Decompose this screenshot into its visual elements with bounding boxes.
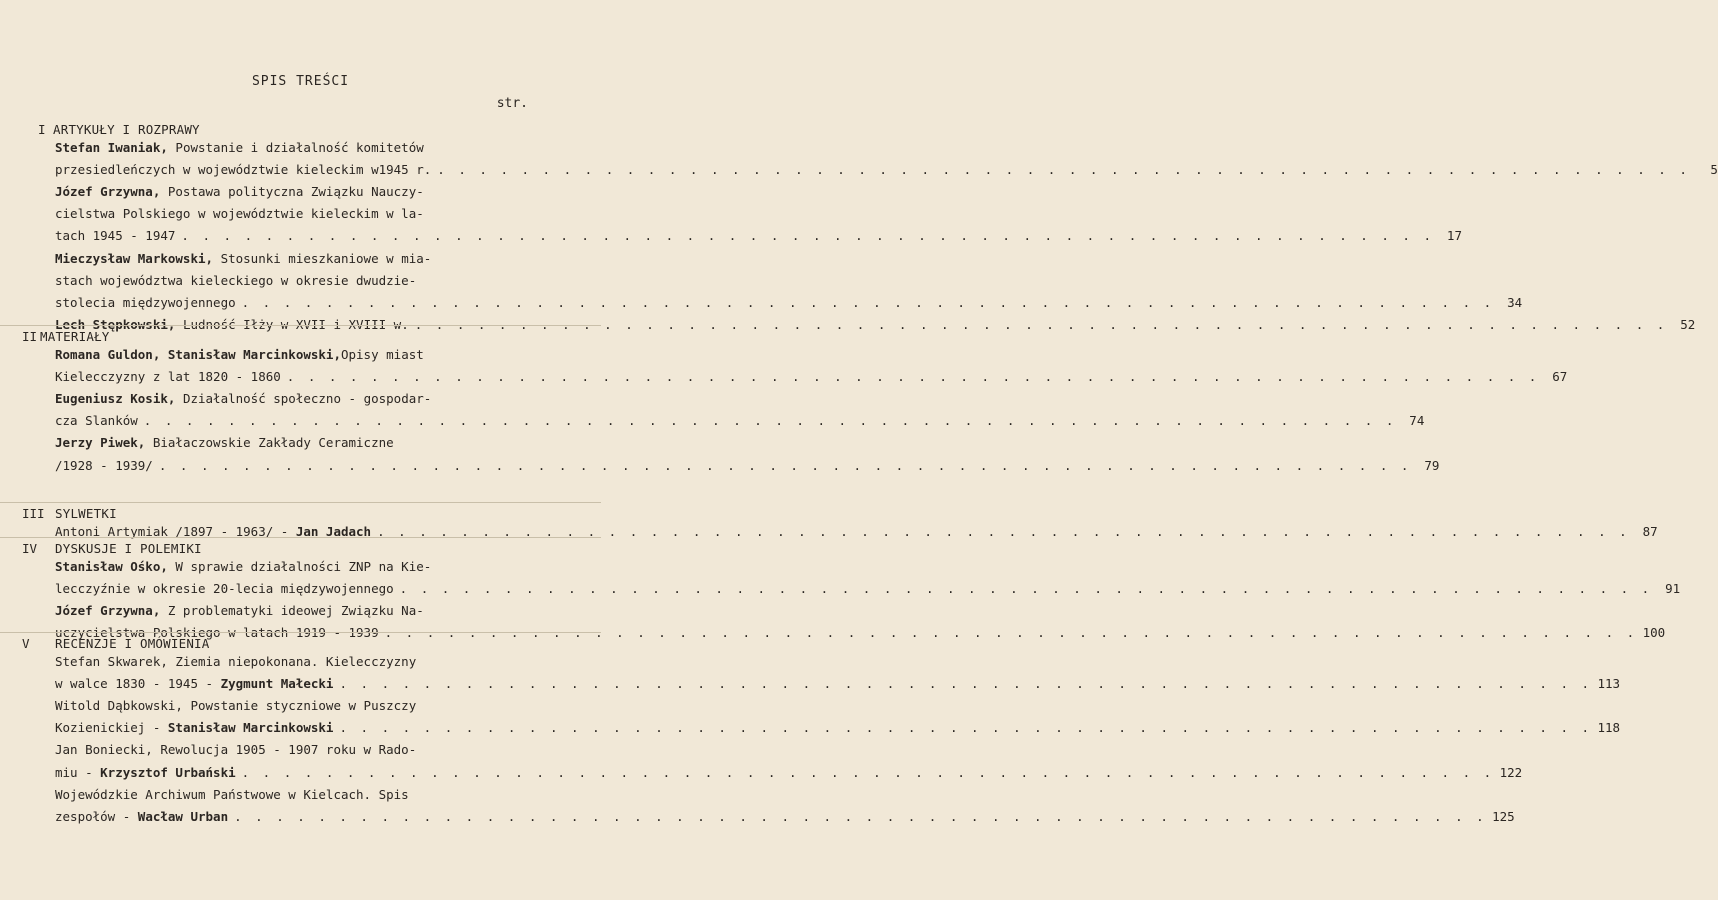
- toc-entry-line: [55, 391, 530, 411]
- toc-entry-line[interactable]: [55, 294, 1523, 315]
- toc-entry-line[interactable]: [55, 808, 1515, 829]
- toc-entry-line[interactable]: [55, 720, 1621, 740]
- section-heading: SYLWETKI: [55, 506, 117, 521]
- entry-title: zespołów -: [55, 808, 138, 824]
- entry-title: stolecia międzywojennego: [55, 294, 236, 310]
- toc-entry-line[interactable]: [55, 413, 1425, 433]
- entry-title: Działalność społeczno - gospodar-: [175, 391, 432, 407]
- entry-title: cielstwa Polskiego w województwie kieleckim w la-: [55, 206, 424, 222]
- entry-text: [55, 347, 424, 362]
- toc-entry-line[interactable]: [55, 162, 1718, 182]
- leader-dots: . . . . . . . . . . . . . . . . . . . . . . . . . . . . . . . . . . . . . . . . . . . . . . . . . . . . . . . . . . . .: [143, 413, 1397, 429]
- page-number: 87: [1642, 524, 1658, 539]
- entry-author: Józef Grzywna,: [55, 603, 161, 619]
- entry-reviewer: Jan Jadach: [295, 524, 372, 539]
- entry-text: [55, 458, 153, 473]
- entry-title: Jan Boniecki, Rewolucja 1905 - 1907 roku w Rado-: [55, 742, 417, 758]
- entry-text: [55, 369, 281, 384]
- entry-title: /1928 - 1939/: [55, 457, 153, 473]
- toc-entry-line: [55, 654, 530, 674]
- entry-title: Z problematyki ideowej Związku Na-: [160, 603, 424, 619]
- leader-dots: . . . . . . . . . . . . . . . . . . . . . . . . . . . . . . . . . . . . . . . . . . . . . . . . . . . . . . . . . . . .: [286, 369, 1540, 385]
- toc-entry-line: [55, 698, 530, 718]
- entry-text: [55, 742, 416, 757]
- toc-entry-line: [55, 251, 530, 271]
- entry-text: [55, 140, 424, 155]
- section-number: III: [22, 506, 45, 521]
- toc-entry-line[interactable]: [55, 676, 1621, 696]
- page-number: 67: [1552, 369, 1568, 385]
- page-number: 5: [1710, 162, 1718, 178]
- entry-author: Mieczysław Markowski,: [55, 250, 214, 266]
- leader-dots: . . . . . . . . . . . . . . . . . . . . . . . . . . . . . . . . . . . . . . . . . . . . . . . . . . . . . . . . . . . .: [377, 524, 1630, 539]
- entry-title: Wojewódzkie Archiwum Państwowe w Kielcach. Spis: [55, 786, 409, 802]
- entry-text: [55, 559, 431, 574]
- toc-entry-line: [55, 347, 530, 367]
- entry-title: Opisy miast: [340, 347, 424, 362]
- entry-author: Lech Stępkowski,: [55, 316, 176, 332]
- page-number: 17: [1446, 228, 1462, 244]
- page-column-label: str.: [496, 96, 528, 111]
- section-number: I: [38, 122, 46, 137]
- entry-text: [55, 765, 236, 780]
- page-number: 125: [1492, 808, 1515, 824]
- entry-text: [55, 391, 431, 406]
- entry-author: Stefan Iwaniak,: [55, 140, 168, 155]
- section-heading: RECENZJE I OMÓWIENIA: [55, 636, 210, 651]
- leader-dots: . . . . . . . . . . . . . . . . . . . . . . . . . . . . . . . . . . . . . . . . . . . . . . . . . . . . . . . . . . . .: [339, 676, 1593, 692]
- toc-entry-line: [55, 742, 530, 762]
- entry-text: [55, 162, 431, 177]
- section-number: IV: [22, 541, 38, 556]
- section-divider: [0, 537, 601, 538]
- page-number: 91: [1665, 581, 1681, 597]
- entry-text: [55, 787, 409, 802]
- page-number: 122: [1499, 764, 1523, 780]
- entry-text: [55, 581, 394, 596]
- entry-title: W sprawie działalności ZNP na Kie-: [167, 559, 432, 574]
- toc-entry-line[interactable]: [55, 228, 1462, 248]
- toc-entry-line: [55, 184, 530, 204]
- toc-entry-line[interactable]: [55, 316, 1696, 337]
- page-title: SPIS TREŚCI: [251, 74, 350, 89]
- leader-dots: . . . . . . . . . . . . . . . . . . . . . . . . . . . . . . . . . . . . . . . . . . . . . . . . . . . . . . . . . . . .: [234, 808, 1487, 824]
- entry-title: uczycielstwa Polskiego w latach 1919 - 1939: [55, 625, 379, 641]
- section-divider: [0, 502, 601, 503]
- entry-text: [55, 228, 175, 243]
- entry-text: [55, 698, 416, 713]
- page-number: 52: [1680, 316, 1696, 332]
- entry-title: Stefan Skwarek, Ziemia niepokonana. Kielecczyzny: [55, 654, 417, 669]
- entry-text: [55, 295, 236, 310]
- page-number: 34: [1507, 294, 1523, 310]
- page-number: 79: [1424, 457, 1440, 473]
- entry-text: [55, 654, 416, 669]
- section-number: V: [22, 636, 30, 651]
- entry-title: Witold Dąbkowski, Powstanie styczniowe w Puszczy: [55, 698, 417, 714]
- page-number: 118: [1597, 720, 1621, 736]
- toc-entry-line: [55, 273, 530, 293]
- leader-dots: . . . . . . . . . . . . . . . . . . . . . . . . . . . . . . . . . . . . . . . . . . . . . . . . . . . . . . . . . . . .: [241, 294, 1495, 310]
- toc-entry-line: [55, 206, 530, 226]
- entry-reviewer: Krzysztof Urbański: [100, 764, 236, 780]
- entry-title: Kozienickiej -: [55, 720, 168, 736]
- toc-entry-line: [55, 140, 530, 160]
- leader-dots: . . . . . . . . . . . . . . . . . . . . . . . . . . . . . . . . . . . . . . . . . . . . . . . . . . . . . . . . . . . .: [339, 720, 1593, 736]
- toc-entry-line[interactable]: [55, 369, 1568, 389]
- page-number: 113: [1597, 676, 1621, 692]
- entry-text: [55, 251, 431, 266]
- entry-title: Stosunki mieszkaniowe w mia-: [213, 250, 432, 266]
- section-heading: DYSKUSJE I POLEMIKI: [55, 541, 202, 556]
- toc-entry-line[interactable]: [55, 764, 1523, 785]
- toc-entry-line: [55, 559, 530, 579]
- entry-title: tach 1945 - 1947: [55, 228, 176, 244]
- entry-text: [55, 720, 333, 735]
- entry-author: Romana Guldon, Stanisław Marcinkowski,: [55, 347, 341, 362]
- entry-text: [55, 603, 424, 618]
- entry-text: [55, 273, 416, 288]
- entry-author: Józef Grzywna,: [55, 184, 161, 200]
- entry-title: Białaczowskie Zakłady Ceramiczne: [145, 435, 394, 451]
- entry-text: [55, 184, 424, 199]
- leader-dots: . . . . . . . . . . . . . . . . . . . . . . . . . . . . . . . . . . . . . . . . . . . . . . . . . . . . . . . . . . . .: [399, 581, 1653, 597]
- entry-title: przesiedleńczych w województwie kieleckim w1945 r.: [55, 162, 432, 178]
- entry-author: Stanisław Ośko,: [55, 559, 168, 574]
- entry-title: Ludność Iłży w XVII i XVIII w.: [175, 316, 409, 332]
- section-heading: MATERIAŁY: [40, 329, 110, 344]
- entry-text: [55, 676, 333, 691]
- entry-reviewer: Stanisław Marcinkowski: [167, 720, 334, 736]
- entry-text: [55, 435, 394, 450]
- toc-entry-line[interactable]: [55, 581, 1681, 601]
- page-number: 100: [1642, 625, 1666, 641]
- entry-author: Eugeniusz Kosik,: [55, 391, 176, 407]
- entry-title: Powstanie i działalność komitetów: [167, 140, 424, 155]
- entry-title: Kielecczyzny z lat 1820 - 1860: [55, 369, 281, 385]
- entry-text: [55, 809, 228, 824]
- entry-title: lecczyźnie w okresie 20-lecia międzywojennego: [55, 581, 394, 597]
- leader-dots: . . . . . . . . . . . . . . . . . . . . . . . . . . . . . . . . . . . . . . . . . . . . . . . . . . . . . . . . . . . .: [158, 457, 1412, 473]
- toc-entry-line: [55, 603, 530, 623]
- entry-text: [55, 206, 424, 221]
- entry-author: Jerzy Piwek,: [55, 435, 146, 451]
- section-divider: [0, 325, 601, 326]
- entry-text: [55, 413, 138, 428]
- section-number: II: [22, 329, 38, 344]
- entry-reviewer: Zygmunt Małecki: [220, 676, 334, 692]
- section-divider: [0, 632, 601, 633]
- leader-dots: . . . . . . . . . . . . . . . . . . . . . . . . . . . . . . . . . . . . . . . . . . . . . . . . . . . . . . . . . . . .: [384, 625, 1638, 641]
- entry-reviewer: Wacław Urban: [137, 808, 229, 824]
- section-heading: ARTYKUŁY I ROZPRAWY: [53, 122, 200, 137]
- toc-entry-line: [55, 787, 530, 807]
- entry-title: miu -: [55, 764, 101, 780]
- leader-dots: . . . . . . . . . . . . . . . . . . . . . . . . . . . . . . . . . . . . . . . . . . . . . . . . . . . . . . . . . . . .: [241, 764, 1495, 780]
- toc-entry-line[interactable]: [55, 457, 1440, 478]
- entry-title: Antoni Artymiak /1897 - 1963/ -: [55, 524, 296, 539]
- leader-dots: . . . . . . . . . . . . . . . . . . . . . . . . . . . . . . . . . . . . . . . . . . . . . . . . . . . . . . . . . . . .: [414, 316, 1668, 332]
- toc-entry-line: [55, 435, 530, 455]
- entry-title: cza Slanków: [55, 413, 138, 429]
- leader-dots: . . . . . . . . . . . . . . . . . . . . . . . . . . . . . . . . . . . . . . . . . . . . . . . . . . . . . . . . . . . .: [181, 228, 1434, 244]
- entry-title: Postawa polityczna Związku Nauczy-: [160, 184, 424, 200]
- page-number: 74: [1409, 413, 1425, 429]
- leader-dots: . . . . . . . . . . . . . . . . . . . . . . . . . . . . . . . . . . . . . . . . . . . . . . . . . . . . . . . . . . . .: [437, 162, 1690, 178]
- entry-title: w walce 1830 - 1945 -: [55, 676, 221, 692]
- entry-title: stach województwa kieleckiego w okresie dwudzie-: [55, 272, 417, 288]
